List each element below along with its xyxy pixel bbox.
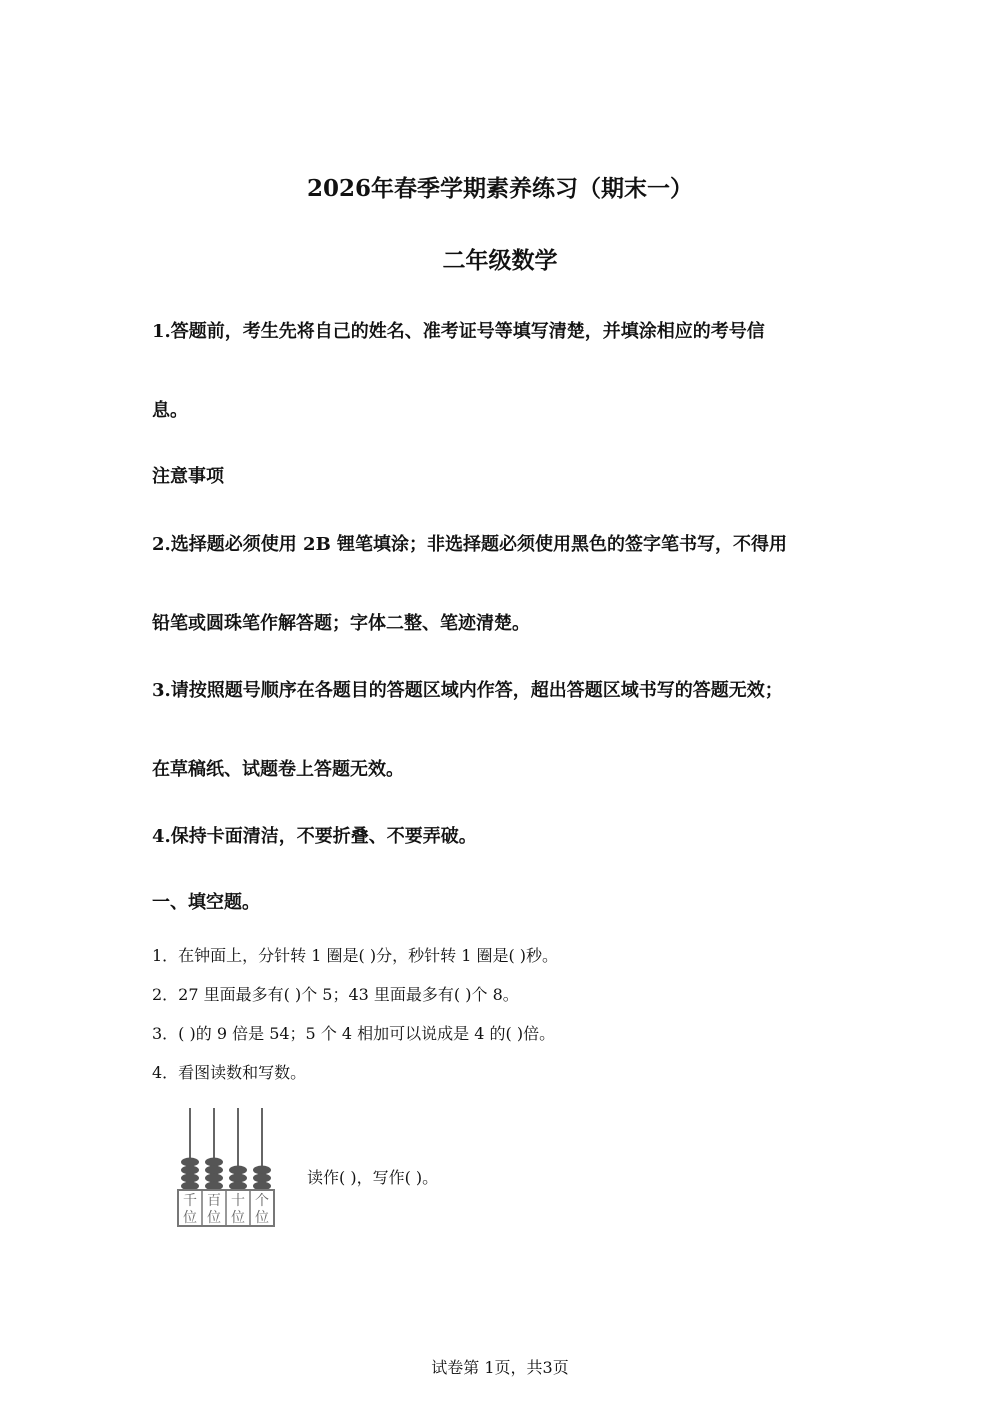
bead [205, 1166, 223, 1175]
question-4: 4．看图读数和写数。 [152, 1063, 307, 1082]
abacus-label-hundreds-2: 位 [207, 1210, 221, 1226]
bead [181, 1158, 199, 1167]
note-2-line-1: 2.选择题必须使用 2B 锂笔填涂；非选择题必须使用黑色的签字笔书写，不得用 [152, 534, 788, 555]
abacus-label-ones-2: 位 [255, 1210, 269, 1226]
note-4: 4.保持卡面清洁，不要折叠、不要弄破。 [152, 826, 477, 847]
question-4-answer: 读作( )，写作( )。 [307, 1168, 439, 1187]
abacus-figure [168, 1104, 286, 1228]
note-1-line-2: 息。 [152, 400, 188, 421]
note-3-line-2: 在草稿纸、试题卷上答题无效。 [152, 759, 404, 780]
question-3: 3．( )的 9 倍是 54；5 个 4 相加可以说成是 4 的( )倍。 [152, 1024, 556, 1043]
bead [181, 1166, 199, 1175]
page-footer: 试卷第 1页，共3页 [431, 1358, 569, 1377]
abacus-label-thousands-2: 位 [183, 1210, 197, 1226]
bead [205, 1158, 223, 1167]
abacus-label-tens-1: 十 [231, 1193, 245, 1209]
exam-title: 2026年春季学期素养练习（期末一） [306, 175, 693, 202]
bead [181, 1174, 199, 1183]
exam-subtitle: 二年级数学 [442, 247, 558, 274]
bead [229, 1174, 247, 1183]
abacus-label-ones-1: 个 [255, 1193, 269, 1209]
note-2-line-2: 铅笔或圆珠笔作解答题；字体二整、笔迹清楚。 [152, 613, 530, 634]
bead [229, 1166, 247, 1175]
question-1: 1．在钟面上，分针转 1 圈是( )分，秒针转 1 圈是( )秒。 [152, 946, 559, 965]
abacus-label-thousands-1: 千 [183, 1193, 197, 1209]
bead [205, 1174, 223, 1183]
question-2: 2．27 里面最多有( )个 5；43 里面最多有( )个 8。 [152, 985, 519, 1004]
section-heading: 一、填空题。 [152, 892, 260, 913]
bead [253, 1166, 271, 1175]
abacus-label-tens-2: 位 [231, 1210, 245, 1226]
note-1-line-1: 1.答题前，考生先将自己的姓名、准考证号等填写清楚，并填涂相应的考号信 [152, 321, 765, 342]
notes-heading: 注意事项 [152, 466, 224, 487]
note-3-line-1: 3.请按照题号顺序在各题目的答题区域内作答，超出答题区域书写的答题无效； [152, 680, 783, 701]
bead [253, 1174, 271, 1183]
abacus-label-hundreds-1: 百 [207, 1193, 221, 1209]
